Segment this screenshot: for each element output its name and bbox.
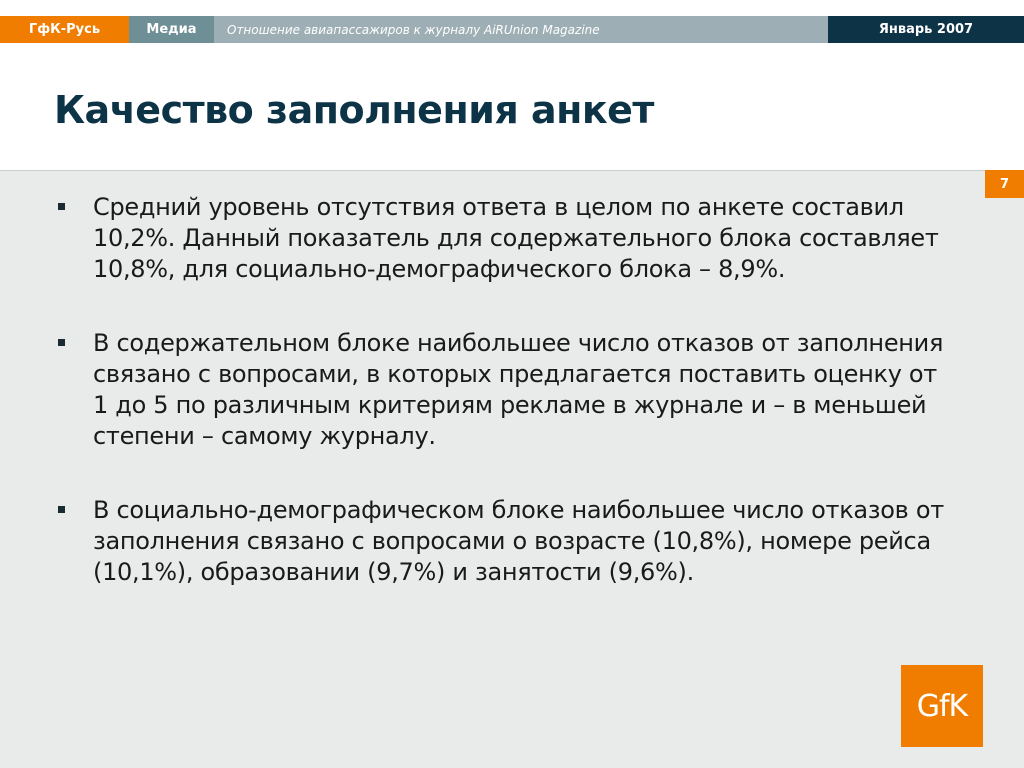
header-bar	[0, 16, 1024, 43]
bullet-text: В социально-демографическом блоке наибольшее число отказов от заполнения связано с вопросами о возрасте (10,8%), номере рейса (10,1%), образовании (9,7%) и занятости (9,6%).	[93, 496, 944, 586]
header-section: Медиа	[129, 16, 214, 43]
header-subject: Отношение авиапассажиров к журналу AiRUnion Magazine	[214, 16, 828, 43]
gfk-logo	[901, 665, 983, 747]
logo-text: GfK	[916, 688, 968, 724]
page-number: 7	[985, 170, 1024, 198]
bullet-text: Средний уровень отсутствия ответа в целом по анкете составил 10,2%. Данный показатель для содержательного блока составляет 10,8%, для социально-демографического блока – 8,9%.	[93, 193, 939, 283]
header-brand: ГфК-Русь	[0, 16, 129, 43]
slide-title: Качество заполнения анкет	[54, 88, 654, 132]
bullet-square-icon	[58, 339, 65, 346]
bullet-square-icon	[58, 506, 65, 513]
bullet-item	[58, 192, 958, 285]
bullet-item	[58, 328, 958, 452]
bullet-item	[58, 495, 958, 588]
bullet-list	[58, 192, 958, 631]
header-date: Январь 2007	[828, 16, 1024, 43]
bullet-text: В содержательном блоке наибольшее число отказов от заполнения связано с вопросами, в которых предлагается поставить оценку от 1 до 5 по различным критериям рекламе в журнале и – в меньшей степени – самому журналу.	[93, 329, 944, 450]
bullet-square-icon	[58, 203, 65, 210]
